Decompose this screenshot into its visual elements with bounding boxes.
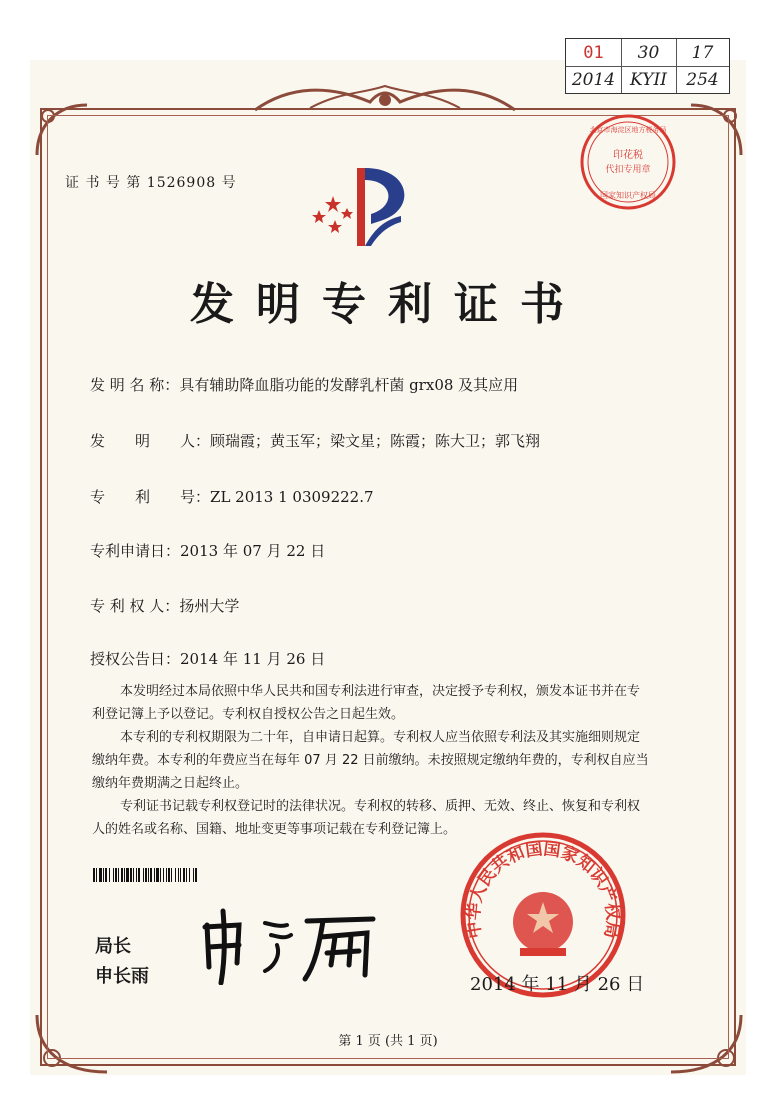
director-signature <box>195 905 395 985</box>
field-label: 专利申请日： <box>90 542 181 560</box>
body-paragraph: 本发明经过本局依照中华人民共和国专利法进行审查，决定授予专利权，颁发本证书并在专利登记簿上予以登记。专利权自授权公告之日起生效。 <box>92 684 641 722</box>
field-value: 顾瑞霞；黄玉军；梁文星；陈霞；陈大卫；郭飞翔 <box>210 432 541 450</box>
sign-date: 2014 年 11 月 26 日 <box>470 974 645 995</box>
field-label: 授权公告日： <box>90 650 181 668</box>
director-name: 申长雨 <box>95 966 149 987</box>
field-value: 2014 年 11 月 26 日 <box>180 650 326 668</box>
field-inventors <box>90 430 540 451</box>
field-label: 发 明 名 称： <box>90 376 180 394</box>
archive-number-stamp <box>565 38 730 94</box>
tax-seal-line1: 印花税 <box>613 150 643 161</box>
field-value: 2013 年 07 月 22 日 <box>180 542 326 560</box>
tax-seal-ring-text: 北京市海淀区地方税务局 <box>589 126 667 134</box>
director-title: 局长 <box>95 936 131 957</box>
seal-ring-text: 中华人民共和国国家知识产权局 <box>463 839 623 940</box>
patent-office-logo <box>305 158 425 253</box>
archive-cell: 01 <box>583 42 604 63</box>
tax-seal-line2: 代扣专用章 <box>605 165 651 175</box>
field-grant-date <box>90 648 325 669</box>
field-value: ZL 2013 1 0309222.7 <box>210 488 374 506</box>
field-filing-date <box>90 540 325 561</box>
field-patentee <box>90 595 239 616</box>
field-label: 专 利 号： <box>90 488 211 506</box>
archive-cell: 17 <box>691 42 714 63</box>
certificate-title: 发明专利证书 <box>190 279 586 330</box>
archive-cell: 30 <box>637 42 660 63</box>
archive-cell: KYII <box>630 69 667 90</box>
field-value: 扬州大学 <box>179 597 240 615</box>
body-paragraph: 专利证书记载专利权登记时的法律状况。专利权的转移、质押、无效、终止、恢复和专利权人的姓名或名称、国籍、地址变更等事项记载在专利登记簿上。 <box>92 799 641 837</box>
barcode <box>93 868 283 882</box>
certificate-body <box>92 680 652 841</box>
archive-cell: 2014 <box>571 69 616 90</box>
tax-seal-bottom-text: 国家知识产权局 <box>600 191 656 200</box>
body-paragraph: 本专利的专利权期限为二十年，自申请日起算。专利权人应当依照专利法及其实施细则规定缴纳年费。本专利的年费应当在每年 07 月 22 日前缴纳。未按照规定缴纳年费的，专利权自应当缴纳年费期满之日起终止。 <box>92 730 649 791</box>
archive-cell: 254 <box>686 69 719 90</box>
certificate-number: 证 书 号 第 1526908 号 <box>65 175 237 191</box>
barcode-bar <box>197 868 198 882</box>
field-invention-name <box>90 374 518 395</box>
field-patent-number <box>90 486 374 507</box>
page-number: 第 1 页 (共 1 页) <box>338 1034 438 1049</box>
field-label: 专 利 权 人： <box>90 597 180 615</box>
field-label: 发 明 人： <box>90 432 211 450</box>
field-value: 具有辅助降血脂功能的发酵乳杆菌 grx08 及其应用 <box>179 376 519 394</box>
tax-seal-stamp <box>578 112 678 212</box>
